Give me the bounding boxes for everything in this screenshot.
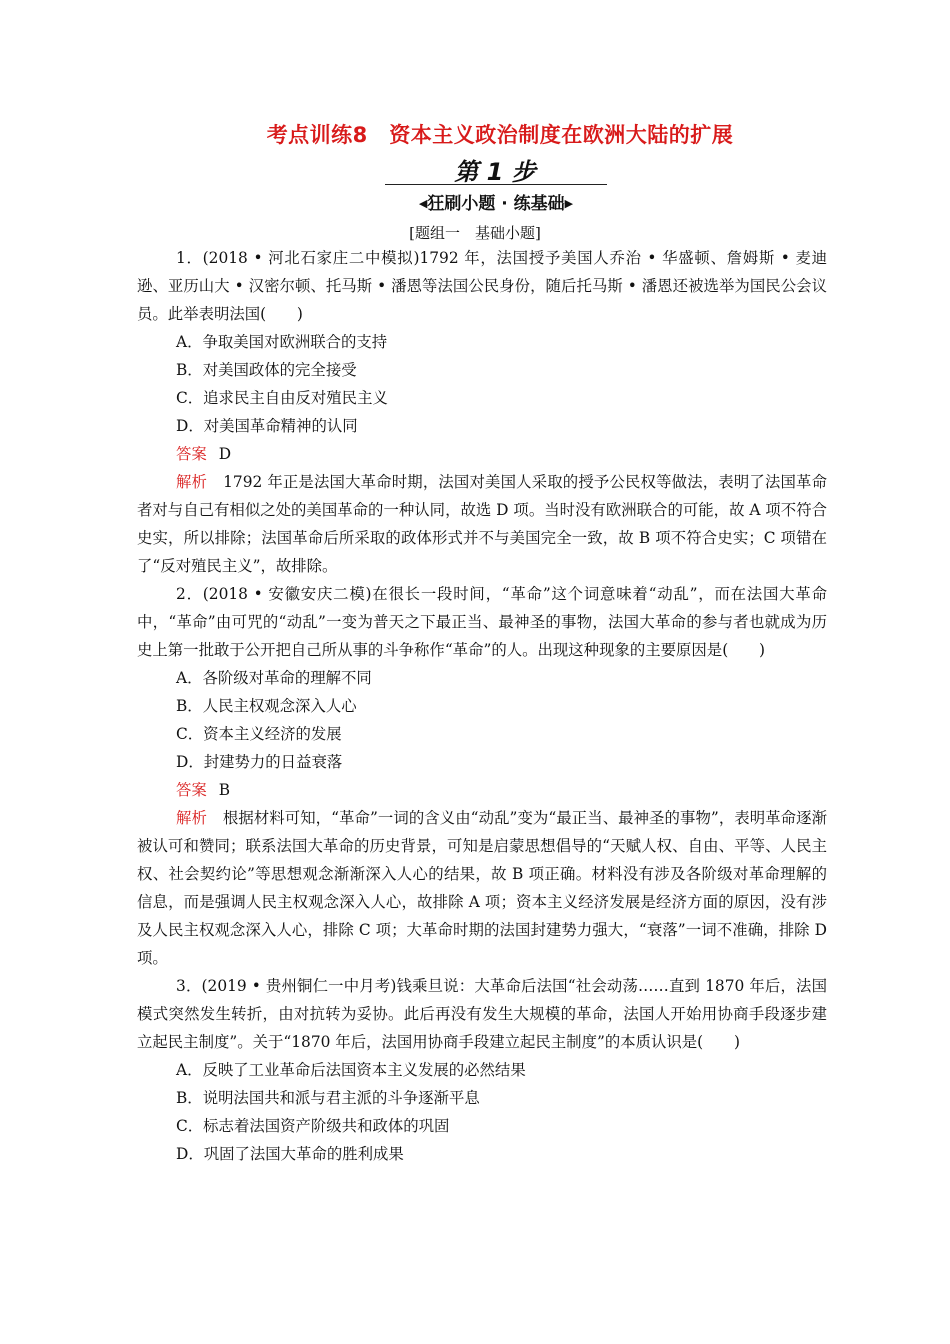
step-divider <box>385 184 607 185</box>
question-stem: 2．(2018 • 安徽安庆二模)在很长一段时间，“革命”这个词意味着“动乱”，而在法国大革命中，“革命”由可咒的“动乱”一变为普天之下最正当、最神圣的事物，法国大革命的参与者也就成为历史上第一批敢于公开把自己所从事的斗争称作“革命”的人。出现这种现象的主要原因是( ) <box>137 585 827 659</box>
option: C．资本主义经济的发展 <box>176 725 342 743</box>
left-triangle-icon: ◀ <box>418 197 428 210</box>
answer-line <box>137 440 827 468</box>
option: A．各阶级对革命的理解不同 <box>176 669 372 687</box>
analysis-paragraph <box>137 804 827 972</box>
option: D．对美国革命精神的认同 <box>176 417 358 435</box>
question-stem: 1．(2018 • 河北石家庄二中模拟)1792 年，法国授予美国人乔治 • 华盛顿、詹姆斯 • 麦迪逊、亚历山大 • 汉密尔顿、托马斯 • 潘恩等法国公民身份，随后托马斯 • 潘恩还被选举为国民公会议员。此举表明法国( ) <box>137 249 827 323</box>
answer-value: B <box>218 781 231 799</box>
option: C．标志着法国资产阶级共和政体的巩固 <box>176 1117 450 1135</box>
option: B．人民主权观念深入人心 <box>176 697 357 715</box>
analysis-label: 解析 <box>176 473 208 491</box>
analysis-label: 解析 <box>176 809 207 827</box>
answer-label: 答案 <box>176 445 207 463</box>
option: B．对美国政体的完全接受 <box>176 361 357 379</box>
analysis-text: 1792 年正是法国大革命时期，法国对美国人采取的授予公民权等做法，表明了法国革命者对与自己有相似之处的美国革命的一种认同，故选 D 项。当时没有欧洲联合的可能，故 A 项不符合史实，所以排除；法国革命后所采取的政体形式并不与美国完全一致，故 B 项不符合史实；C 项错在了“反对殖民主义”，故排除。 <box>137 473 827 575</box>
answer-value: D <box>218 445 232 463</box>
question-stem: 3．(2019 • 贵州铜仁一中月考)钱乘旦说：大革命后法国“社会动荡……直到 1870 年后，法国模式突然发生转折，由对抗转为妥协。此后再没有发生大规模的革命，法国人开始用协商手段逐步建立起民主制度”。关于“1870 年后，法国用协商手段建立起民主制度”的本质认识是( ) <box>137 977 827 1051</box>
option: D．封建势力的日益衰落 <box>176 753 343 771</box>
analysis-text: 根据材料可知，“革命”一词的含义由“动乱”变为“最正当、最神圣的事物”，表明革命逐渐被认可和赞同；联系法国大革命的历史背景，可知是启蒙思想倡导的“天赋人权、自由、平等、人民主权、社会契约论”等思想观念渐渐深入人心的结果，故 B 项正确。材料没有涉及各阶级对革命理解的信息，而是强调人民主权观念深入人心，故排除 A 项；资本主义经济发展是经济方面的原因，没有涉及人民主权观念深入人心，排除 C 项；大革命时期的法国封建势力强大，“衰落”一词不准确，排除 D 项。 <box>137 809 827 967</box>
page-title: 考点训练8 资本主义政治制度在欧洲大陆的扩展 <box>266 123 734 147</box>
option: A．争取美国对欧洲联合的支持 <box>176 333 388 351</box>
answer-line <box>137 776 827 804</box>
option: D．巩固了法国大革命的胜利成果 <box>176 1145 404 1163</box>
option: A．反映了工业革命后法国资本主义发展的必然结果 <box>176 1061 526 1079</box>
option: B．说明法国共和派与君主派的斗争逐渐平息 <box>176 1089 480 1107</box>
questions-body <box>137 244 827 1168</box>
analysis-paragraph <box>137 468 827 580</box>
right-triangle-icon: ▶ <box>564 197 574 210</box>
option: C．追求民主自由反对殖民主义 <box>176 389 388 407</box>
answer-label: 答案 <box>176 781 207 799</box>
step-heading: 第 1 步 <box>454 158 536 186</box>
subtitle-text: 狂刷小题 · 练基础 <box>427 194 565 214</box>
question-group-label: [题组一 基础小题] <box>409 224 541 242</box>
section-subtitle <box>385 189 607 214</box>
